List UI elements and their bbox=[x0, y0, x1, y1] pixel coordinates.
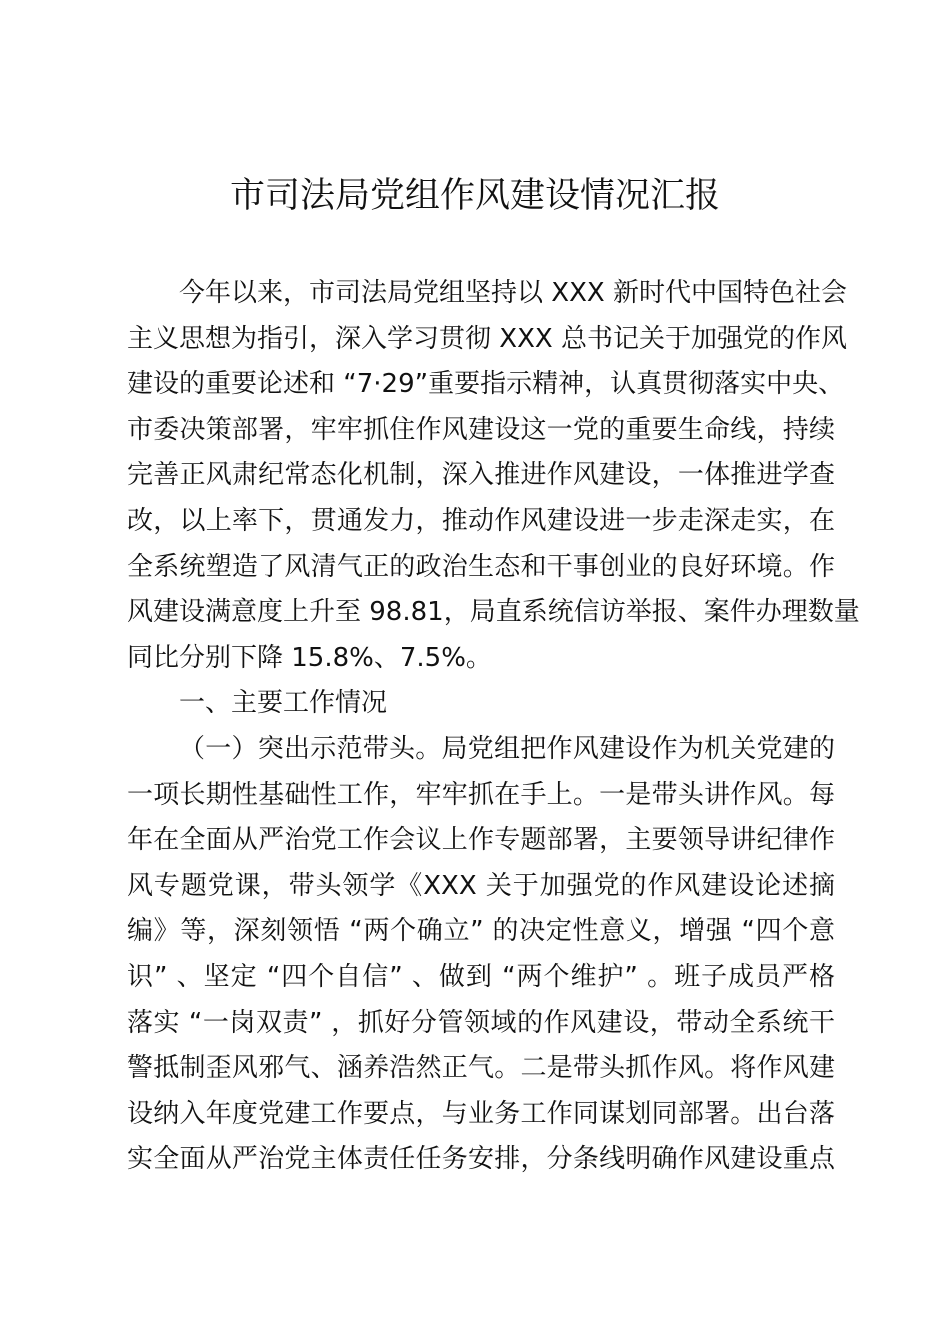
paragraph-line: （一）突出示范带头。局党组把作风建设作为机关党建的 bbox=[179, 733, 835, 764]
paragraph-line: 年在全面从严治党工作会议上作专题部署，主要领导讲纪律作 bbox=[127, 825, 835, 856]
paragraph-line: 实全面从严治党主体责任任务安排，分条线明确作风建设重点 bbox=[127, 1144, 835, 1175]
paragraph-line: 编》等，深刻领悟 “两个确立” 的决定性意义，增强 “四个意 bbox=[127, 916, 835, 947]
paragraph-line: 全系统塑造了风清气正的政治生态和干事创业的良好环境。作 bbox=[127, 551, 835, 582]
paragraph-line: 改，以上率下，贯通发力，推动作风建设进一步走深走实，在 bbox=[127, 505, 835, 536]
paragraph-line: 市委决策部署，牢牢抓住作风建设这一党的重要生命线，持续 bbox=[127, 414, 835, 445]
paragraph-line: 建设的重要论述和 “7·29”重要指示精神，认真贯彻落实中央、 bbox=[127, 369, 845, 400]
paragraph-line: 主义思想为指引，深入学习贯彻 XXX 总书记关于加强党的作风 bbox=[127, 323, 847, 354]
paragraph-line: 落实 “一岗双责” ，抓好分管领域的作风建设，带动全系统干 bbox=[127, 1007, 835, 1038]
paragraph-line: 完善正风肃纪常态化机制，深入推进作风建设，一体推进学查 bbox=[127, 460, 835, 491]
paragraph-line: 风建设满意度上升至 98.81，局直系统信访举报、案件办理数量 bbox=[127, 597, 860, 628]
paragraph-line: 识” 、坚定 “四个自信” 、做到 “两个维护” 。班子成员严格 bbox=[127, 961, 835, 992]
section-heading: 一、主要工作情况 bbox=[179, 688, 388, 719]
paragraph-line: 一项长期性基础性工作，牢牢抓在手上。一是带头讲作风。每 bbox=[127, 779, 835, 810]
document-title: 市司法局党组作风建设情况汇报 bbox=[229, 176, 720, 216]
paragraph-line: 风专题党课，带头领学《XXX 关于加强党的作风建设论述摘 bbox=[127, 870, 835, 901]
paragraph-line: 设纳入年度党建工作要点，与业务工作同谋划同部署。出台落 bbox=[127, 1098, 835, 1129]
paragraph-line: 今年以来，市司法局党组坚持以 XXX 新时代中国特色社会 bbox=[179, 278, 847, 308]
paragraph-line: 警抵制歪风邪气、涵养浩然正气。二是带头抓作风。将作风建 bbox=[127, 1053, 835, 1084]
paragraph-line: 同比分别下降 15.8%、7.5%。 bbox=[127, 642, 492, 673]
document-body bbox=[127, 271, 860, 1183]
